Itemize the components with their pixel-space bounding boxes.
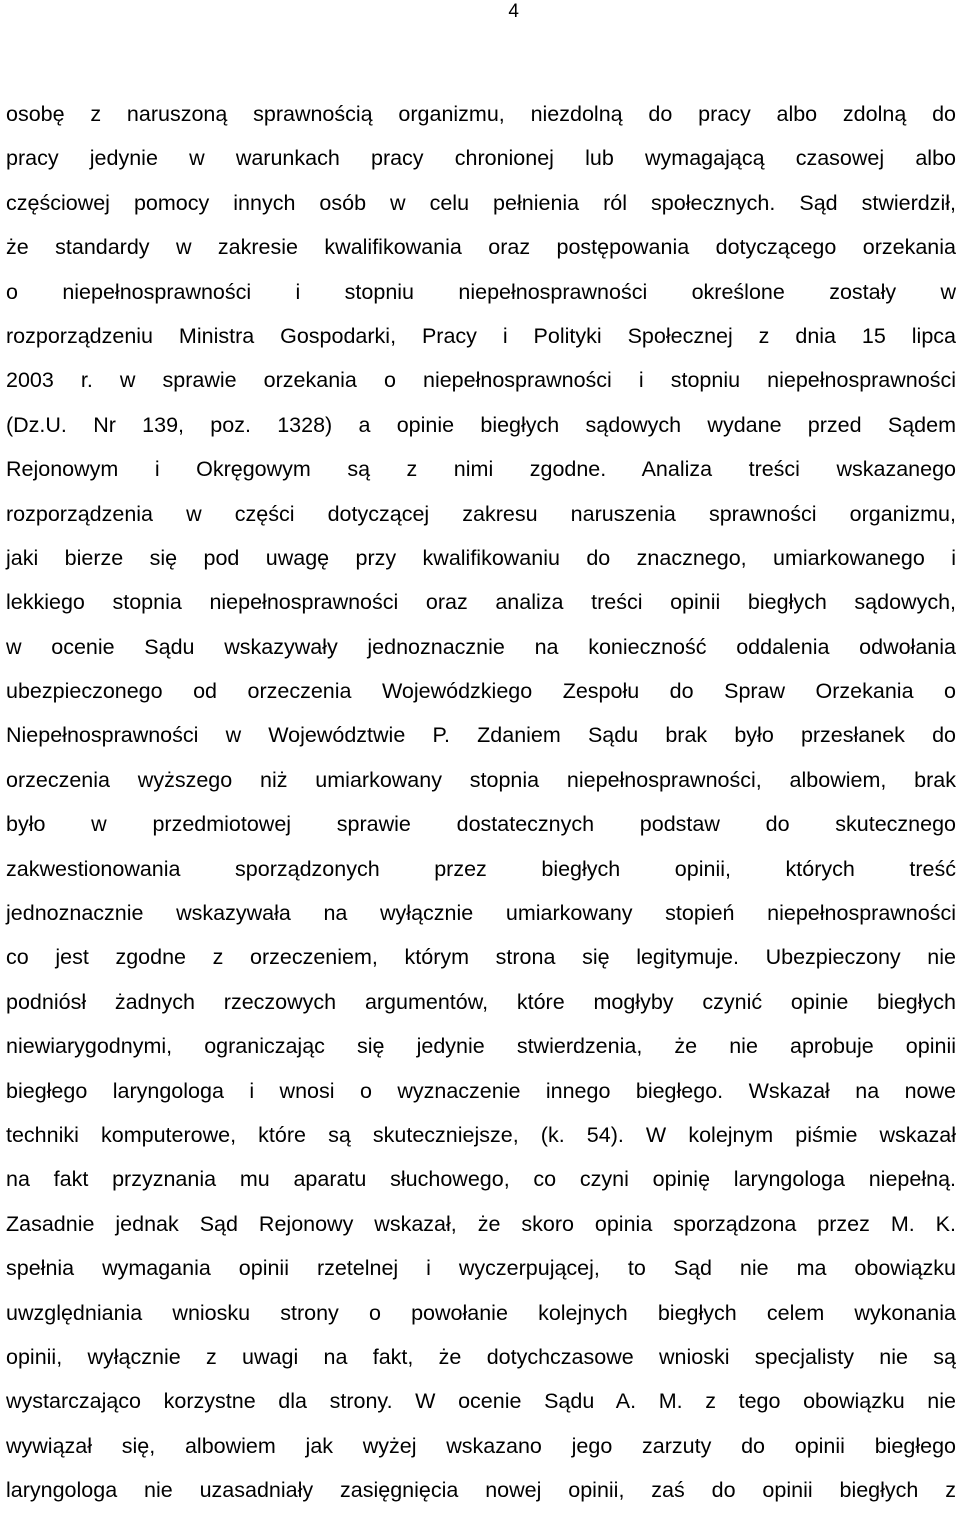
text-line: biegłego laryngologa i wnosi o wyznaczenie innego biegłego. Wskazał na nowe bbox=[6, 1078, 956, 1103]
text-line: uwzględniania wniosku strony o powołanie kolejnych biegłych celem wykonania bbox=[6, 1300, 956, 1325]
text-line: spełnia wymagania opinii rzetelnej i wyczerpującej, to Sąd nie ma obowiązku bbox=[6, 1256, 956, 1281]
page-number-label: 4 bbox=[508, 1, 519, 22]
text-line: wystarczająco korzystne dla strony. W ocenie Sądu A. M. z tego obowiązku nie bbox=[6, 1389, 956, 1414]
text-line: zakwestionowania sporządzonych przez biegłych opinii, których treść bbox=[6, 856, 956, 881]
text-line: lekkiego stopnia niepełnosprawności oraz analiza treści opinii biegłych sądowych, bbox=[6, 590, 956, 615]
text-line: 2003 r. w sprawie orzekania o niepełnosprawności i stopniu niepełnosprawności bbox=[6, 368, 956, 393]
text-line: o niepełnosprawności i stopniu niepełnosprawności określone zostały w bbox=[6, 279, 956, 304]
body-text bbox=[6, 92, 956, 1513]
text-line: ubezpieczonego od orzeczenia Wojewódzkiego Zespołu do Spraw Orzekania o bbox=[6, 679, 956, 704]
text-line: podniósł żadnych rzeczowych argumentów, które mogłyby czynić opinie biegłych bbox=[6, 989, 956, 1014]
text-line: osobę z naruszoną sprawnością organizmu, niezdolną do pracy albo zdolną do bbox=[6, 102, 956, 126]
text-line: co jest zgodne z orzeczeniem, którym strona się legitymuje. Ubezpieczony nie bbox=[6, 945, 956, 970]
text-line: na fakt przyznania mu aparatu słuchowego, co czyni opinię laryngologa niepełną. bbox=[6, 1167, 956, 1192]
text-line: niewiarygodnymi, ograniczając się jedynie stwierdzenia, że nie aprobuje opinii bbox=[6, 1034, 956, 1059]
text-line: (Dz.U. Nr 139, poz. 1328) a opinie biegłych sądowych wydane przed Sądem bbox=[6, 412, 956, 437]
text-line: częściowej pomocy innych osób w celu pełnienia ról społecznych. Sąd stwierdził, bbox=[6, 190, 956, 215]
text-line: techniki komputerowe, które są skuteczniejsze, (k. 54). W kolejnym piśmie wskazał bbox=[6, 1122, 956, 1147]
text-line: w ocenie Sądu wskazywały jednoznacznie na konieczność oddalenia odwołania bbox=[6, 634, 956, 659]
text-line: jaki bierze się pod uwagę przy kwalifikowaniu do znacznego, umiarkowanego i bbox=[6, 545, 956, 570]
text-line: że standardy w zakresie kwalifikowania oraz postępowania dotyczącego orzekania bbox=[6, 235, 956, 260]
text-line: pracy jedynie w warunkach pracy chronionej lub wymagającą czasowej albo bbox=[6, 146, 956, 171]
text-line: laryngologa nie uzasadniały zasięgnięcia nowej opinii, zaś do opinii biegłych z bbox=[6, 1478, 956, 1503]
text-line: opinii, wyłącznie z uwagi na fakt, że dotychczasowe wnioski specjalisty nie są bbox=[6, 1344, 956, 1369]
text-line: rozporządzeniu Ministra Gospodarki, Pracy i Polityki Społecznej z dnia 15 lipca bbox=[6, 323, 956, 348]
text-line: wywiązał się, albowiem jak wyżej wskazano jego zarzuty do opinii biegłego bbox=[6, 1433, 956, 1458]
text-line: orzeczenia wyższego niż umiarkowany stopnia niepełnosprawności, albowiem, brak bbox=[6, 767, 956, 792]
text-line: Rejonowym i Okręgowym są z nimi zgodne. Analiza treści wskazanego bbox=[6, 457, 956, 482]
text-line: było w przedmiotowej sprawie dostatecznych podstaw do skutecznego bbox=[6, 812, 956, 837]
text-line: rozporządzenia w części dotyczącej zakresu naruszenia sprawności organizmu, bbox=[6, 501, 956, 526]
text-line: Niepełnosprawności w Województwie P. Zdaniem Sądu brak było przesłanek do bbox=[6, 723, 956, 748]
text-line: jednoznacznie wskazywała na wyłącznie umiarkowany stopień niepełnosprawności bbox=[6, 901, 956, 926]
page-number bbox=[0, 0, 960, 24]
text-line: Zasadnie jednak Sąd Rejonowy wskazał, że skoro opinia sporządzona przez M. K. bbox=[6, 1211, 956, 1236]
